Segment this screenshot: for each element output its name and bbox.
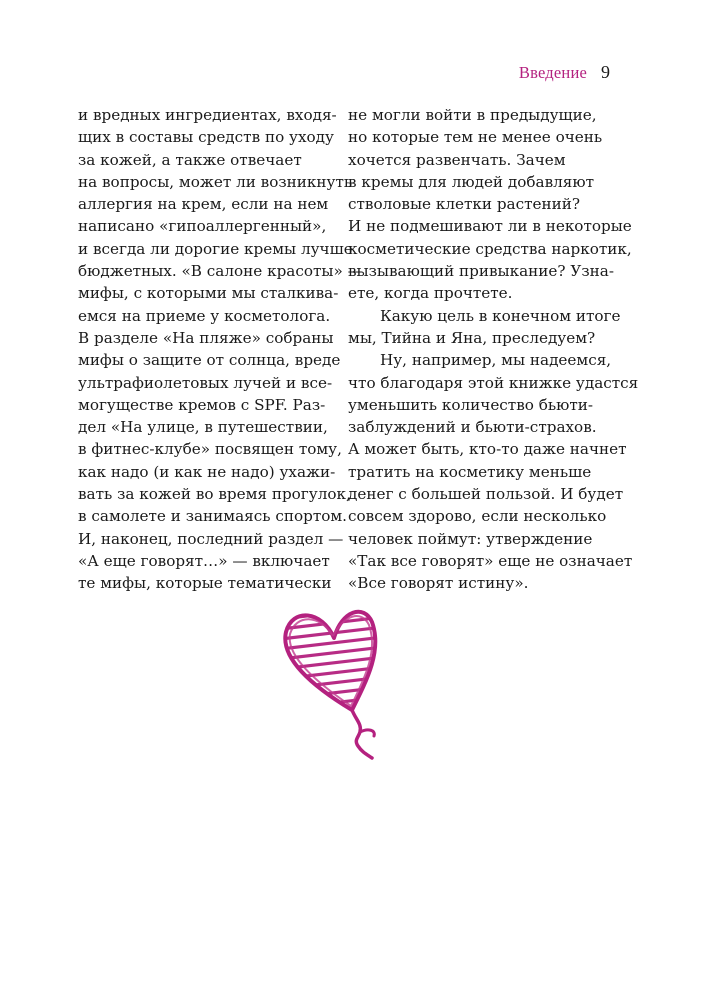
left-text-column [78,104,363,595]
paragraph-start-line: Какую цель в конечном итоге [380,306,621,325]
text-line: вать за кожей во время прогулок, [78,485,351,504]
text-line: «Все говорят истину». [348,574,529,593]
text-line: А может быть, кто-то даже начнет [348,440,627,459]
text-line: ете, когда прочтете. [348,284,513,303]
text-line: И, наконец, последний раздел — [78,529,344,548]
text-line: в кремы для людей добавляют [348,172,594,191]
text-line: совсем здорово, если несколько [348,507,607,526]
text-line: емся на приеме у косметолога. [78,306,331,325]
text-line: дел «На улице, в путешествии, [78,418,328,437]
text-line: написано «гипоаллергенный», [78,217,327,236]
text-line: щих в составы средств по уходу [78,128,334,147]
text-line: что благодаря этой книжке удастся [348,373,639,392]
text-line: вызывающий привыкание? Узна- [348,262,614,281]
text-line: денег с большей пользой. И будет [348,485,624,504]
text-line: заблуждений и бьюти-страхов. [348,418,597,437]
text-line: не могли войти в предыдущие, [348,106,597,124]
text-line: мы, Тийна и Яна, преследуем? [348,328,596,347]
text-line: в самолете и занимаясь спортом. [78,507,348,526]
text-line: человек поймут: утверждение [348,529,593,548]
text-line: ультрафиолетовых лучей и все- [78,373,333,392]
text-line: могуществе кремов с SPF. Раз- [78,395,326,414]
text-line: и вредных ингредиентах, входя- [78,106,337,124]
text-line: за кожей, а также отвечает [78,150,302,169]
page-number: 9 [601,62,610,82]
heart-doodle-icon [272,598,402,763]
text-line: И не подмешивают ли в некоторые [348,217,632,236]
text-line: хочется развенчать. Зачем [348,150,566,169]
text-line: косметические средства наркотик, [348,239,632,258]
text-line: бюджетных. «В салоне красоты» — [78,262,363,281]
text-line: «Так все говорят» еще не означает [348,551,633,570]
text-line: стволовые клетки растений? [348,195,581,214]
text-line: В разделе «На пляже» собраны [78,328,334,347]
text-line: и всегда ли дорогие кремы лучше [78,239,353,258]
text-line: «А еще говорят…» — включает [78,551,330,570]
text-line: как надо (и как не надо) ухажи- [78,462,336,481]
text-line: мифы о защите от солнца, вреде [78,351,341,370]
text-line: уменьшить количество бьюти- [348,395,594,414]
text-line: мифы, с которыми мы сталкива- [78,284,339,303]
paragraph-start-line: Ну, например, мы надеемся, [380,351,612,370]
text-line: тратить на косметику меньше [348,462,592,481]
text-line: на вопросы, может ли возникнуть [78,172,353,191]
text-line: но которые тем не менее очень [348,128,603,147]
section-title: Введение [518,63,587,82]
right-text-column [348,104,639,595]
text-line: аллергия на крем, если на нем [78,195,329,214]
text-line: в фитнес-клубе» посвящен тому, [78,440,342,459]
text-line: те мифы, которые тематически [78,574,332,593]
running-header [519,62,610,86]
